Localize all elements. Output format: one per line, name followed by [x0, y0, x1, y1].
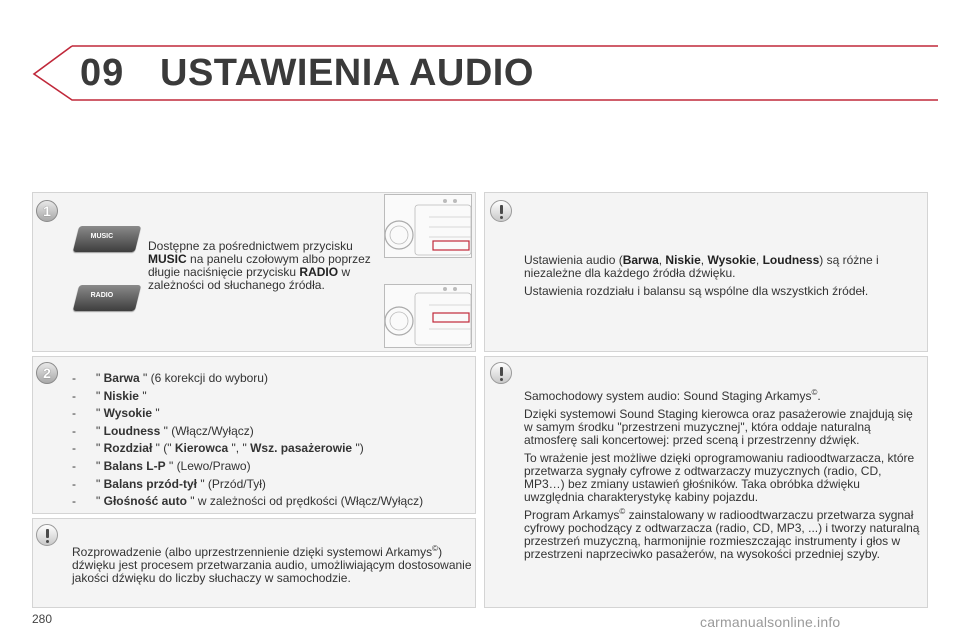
- step1-description: Dostępne za pośrednictwem przycisku MUSIC na panelu czołowym albo poprzez długie naciśnięcie przycisku RADIO w zależności od słuchanego źródła.: [148, 239, 371, 292]
- list-item: - " Rozdział " (" Kierowca ", " Wsz. pasażerowie "): [72, 441, 364, 456]
- step2-badge: 2: [36, 362, 58, 384]
- warning-icon: [490, 200, 512, 222]
- list-item: - " Niskie ": [72, 388, 147, 403]
- warning-icon: [36, 524, 58, 546]
- list-item: - " Balans przód-tył " (Przód/Tył): [72, 476, 266, 491]
- note-right2-text: Samochodowy system audio: Sound Staging Arkamys©. Dzięki systemowi Sound Staging kierowca oraz pasażerowie znajdują się w samym środku "przestrzeni muzycznej", która oddaje naturalną atmosferę sali koncertowej: przed sceną i przestrzenny dźwięk. To wrażenie jest możliwe dzięki oprogramowaniu radioodtwarzacza, które przetwarza sygnały cyfrowe z odtwarzaczy muzycznych (radio, CD, MP3…) bez zmiany ustawień głośników. Taka obróbka dźwięku uwzględnia charakterystykę kabiny pojazdu. Program Arkamys© zainstalowany w radioodtwarzaczu przetwarza sygnał cyfrowy pochodzący z odtwarzacza (radio, CD, MP3, ...) i tworzy naturalną przestrzeń muzyczną, harmonijnie rozmieszczając instrumenty i głos w przestrzeni naprzeciwko pasażerów, na wysokości przedniej szyby.: [524, 388, 920, 561]
- audio-settings-list: [72, 370, 423, 511]
- list-item: - " Wysokie ": [72, 406, 160, 421]
- chapter-number: 09: [80, 52, 125, 94]
- page-number: 280: [32, 612, 53, 626]
- radio-panel-thumbnail-top: [384, 194, 472, 258]
- list-item: - " Głośność auto " w zależności od prędkości (Włącz/Wyłącz): [72, 494, 424, 509]
- music-button-image: [73, 226, 141, 252]
- radio-panel-thumbnail-bottom: [384, 284, 472, 348]
- list-item: - " Loudness " (Włącz/Wyłącz): [72, 423, 254, 438]
- step1-badge: 1: [36, 200, 58, 222]
- radio-panel-drawing-2: [385, 285, 472, 348]
- list-item: - " Barwa " (6 korekcji do wyboru): [72, 371, 268, 385]
- note-left-text: Rozprowadzenie (albo uprzestrzennienie dzięki systemowi Arkamys©) dźwięku jest procesem przetwarzania audio, umożliwiającym dostosowanie jakości dźwięku do liczby słuchaczy w samochodzie.: [72, 544, 472, 585]
- music-button-label: MUSIC: [90, 233, 114, 240]
- watermark: carmanualsonline.info: [700, 614, 841, 630]
- page-title: USTAWIENIA AUDIO: [160, 52, 534, 94]
- warning-icon: [490, 362, 512, 384]
- note-right1-text: Ustawienia audio (Barwa, Niskie, Wysokie, Loudness) są różne i niezależne dla każdego źródła dźwięku. Ustawienia rozdziału i balansu są wspólne dla wszystkich źródeł.: [524, 253, 879, 298]
- page-header: [0, 0, 960, 104]
- radio-button-label: RADIO: [90, 292, 114, 299]
- radio-button-image: [73, 285, 141, 311]
- list-item: - " Balans L-P " (Lewo/Prawo): [72, 458, 251, 473]
- radio-panel-drawing: [385, 195, 472, 258]
